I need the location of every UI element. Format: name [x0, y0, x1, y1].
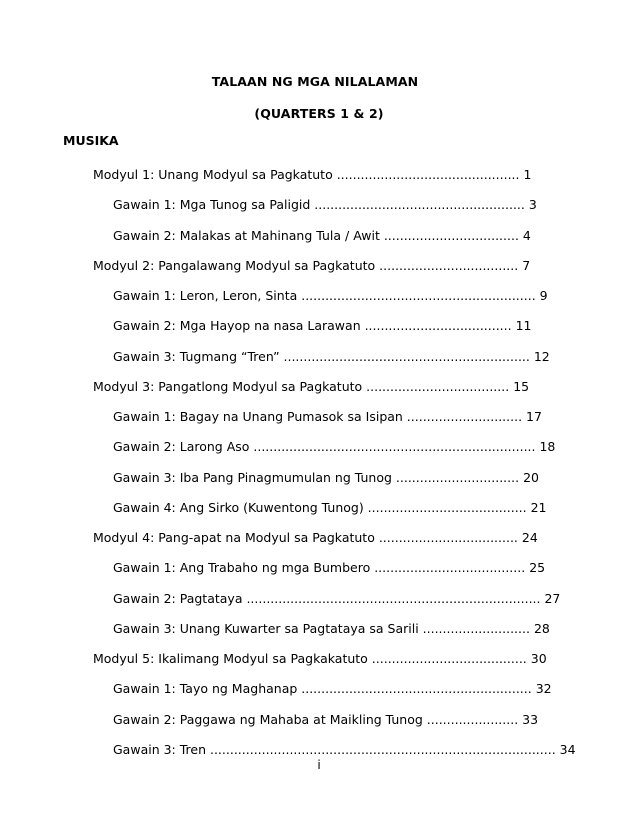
- toc-entry-page: 3: [528, 197, 537, 213]
- toc-entry-modyul-4: [0, 523, 638, 553]
- toc-entry-gawain: [0, 463, 638, 493]
- toc-entry-text: Gawain 2: Malakas at Mahinang Tula / Awit ..................................: [113, 227, 519, 243]
- toc-entry-text: Gawain 1: Leron, Leron, Sinta ...........................................................: [113, 288, 536, 303]
- toc-entry-gawain: [0, 311, 638, 341]
- toc-entry-page: 7: [522, 257, 531, 273]
- toc-entry-gawain: [0, 614, 638, 644]
- toc-entry-gawain: [0, 221, 638, 251]
- toc-entry-page: 28: [533, 620, 550, 636]
- toc-entry-page: 25: [529, 560, 546, 576]
- toc-entry-text: Gawain 2: Mga Hayop na nasa Larawan .....................................: [113, 318, 512, 334]
- toc-entry-gawain: [0, 432, 638, 462]
- toc-entry-page: 9: [539, 288, 548, 303]
- toc-entry-page: 1: [523, 167, 532, 182]
- toc-entry-page: 24: [521, 530, 538, 545]
- toc-entry-page: 20: [523, 469, 539, 485]
- toc-list: [0, 160, 638, 765]
- toc-entry-text: Gawain 1: Ang Trabaho ng mga Bumbero ......................................: [113, 560, 526, 576]
- toc-entry-modyul-5: [0, 644, 638, 674]
- toc-entry-gawain: [0, 281, 638, 311]
- toc-entry-text: Gawain 3: Tugmang “Tren” ..............................................................: [113, 348, 530, 364]
- toc-entry-text: Modyul 4: Pang-apat na Modyul sa Pagkatuto ...................................: [93, 530, 518, 545]
- toc-entry-page: 21: [530, 499, 547, 515]
- toc-entry-text: Gawain 3: Tren .......................................................................................: [113, 741, 556, 757]
- toc-entry-text: Gawain 1: Bagay na Unang Pumasok sa Isipan .............................: [113, 409, 523, 424]
- toc-entry-page: 33: [522, 711, 539, 727]
- toc-entry-page: 15: [513, 378, 530, 394]
- toc-entry-gawain: [0, 402, 638, 432]
- page-number: i: [317, 758, 321, 772]
- toc-entry-text: Gawain 2: Larong Aso .......................................................................: [113, 439, 536, 455]
- toc-entry-text: Gawain 2: Pagtataya ..........................................................................: [113, 590, 541, 606]
- toc-entry-page: 18: [539, 439, 556, 455]
- toc-entry-modyul-3: [0, 372, 638, 402]
- toc-title: TALAAN NG MGA NILALAMAN: [211, 74, 419, 89]
- toc-entry-gawain: [0, 190, 638, 220]
- toc-entry-page: 17: [526, 409, 542, 424]
- toc-entry-page: 32: [535, 681, 552, 697]
- toc-entry-text: Gawain 3: Unang Kuwarter sa Pagtataya sa Sarili ...........................: [113, 620, 530, 636]
- toc-entry-text: Modyul 2: Pangalawang Modyul sa Pagkatuto ...................................: [93, 257, 519, 273]
- section-heading: MUSIKA: [63, 133, 119, 148]
- toc-entry-gawain: [0, 493, 638, 523]
- toc-entry-gawain: [0, 705, 638, 735]
- toc-entry-gawain: [0, 584, 638, 614]
- toc-entry-text: Modyul 3: Pangatlong Modyul sa Pagkatuto ....................................: [93, 378, 510, 394]
- toc-subtitle: (QUARTERS 1 & 2): [254, 106, 384, 121]
- toc-entry-page: 30: [530, 651, 547, 666]
- toc-entry-page: 11: [515, 318, 532, 334]
- toc-entry-modyul-1: [0, 160, 638, 190]
- toc-entry-text: Gawain 1: Mga Tunog sa Paligid .....................................................: [113, 197, 525, 213]
- toc-entry-text: Gawain 4: Ang Sirko (Kuwentong Tunog) ........................................: [113, 499, 527, 515]
- toc-entry-page: 27: [544, 590, 561, 606]
- toc-entry-text: Gawain 2: Paggawa ng Mahaba at Maikling Tunog .......................: [113, 711, 519, 727]
- toc-entry-gawain: [0, 553, 638, 583]
- toc-entry-page: 4: [522, 227, 531, 243]
- toc-entry-page: 12: [533, 348, 550, 364]
- toc-entry-text: Modyul 1: Unang Modyul sa Pagkatuto ..............................................: [93, 167, 520, 182]
- toc-entry-page: 34: [559, 741, 576, 757]
- toc-entry-gawain: [0, 342, 638, 372]
- toc-entry-text: Gawain 1: Tayo ng Maghanap ..........................................................: [113, 681, 532, 697]
- toc-entry-modyul-2: [0, 251, 638, 281]
- toc-entry-gawain: [0, 674, 638, 704]
- toc-entry-text: Gawain 3: Iba Pang Pinagmumulan ng Tunog ...............................: [113, 469, 520, 485]
- toc-entry-text: Modyul 5: Ikalimang Modyul sa Pagkakatuto .......................................: [93, 651, 527, 666]
